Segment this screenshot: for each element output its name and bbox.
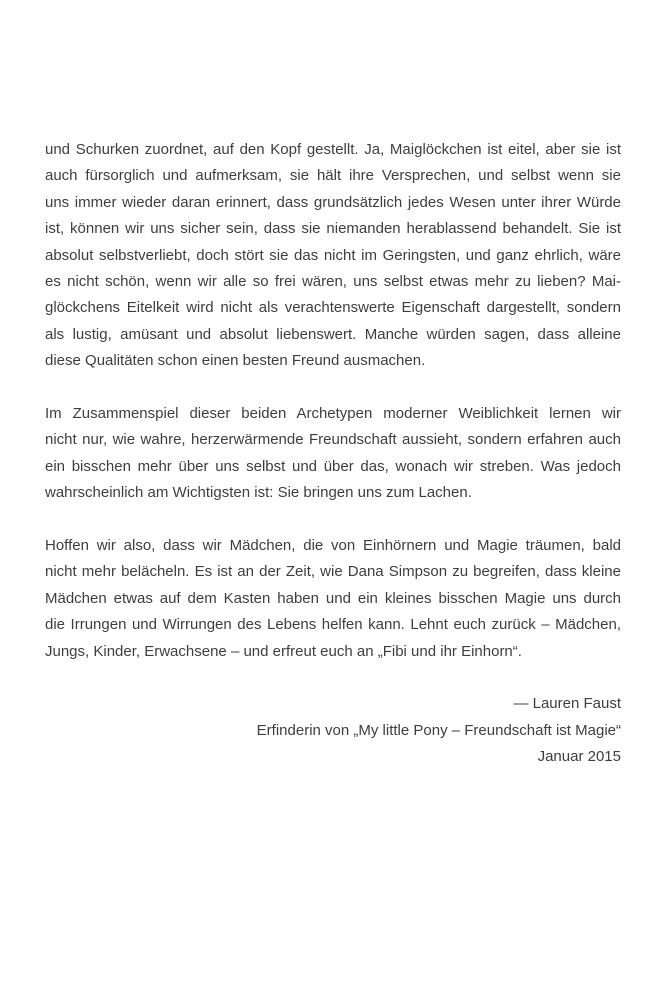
text-line: Hoffen wir also, dass wir Mädchen, die von Einhörnern und Magie träumen, bald (45, 537, 621, 555)
text-line: nicht mehr belächeln. Es ist an der Zeit, wie Dana Simpson zu begreifen, dass kleine (45, 563, 621, 581)
text-line: und Schurken zuordnet, auf den Kopf gestellt. Ja, Maiglöckchen ist eitel, aber sie ist (45, 141, 621, 158)
text-block (45, 137, 621, 771)
paragraph-3 (45, 533, 621, 665)
text-line: als lustig, amüsant und absolut liebenswert. Manche würden sagen, dass alleine (45, 325, 621, 343)
text-line: absolut selbstverliebt, doch stört sie das nicht im Geringsten, und ganz ehrlich, wäre (45, 246, 621, 264)
text-line: ist, können wir uns sicher sein, dass sie niemanden herablassend behandelt. Sie ist (45, 220, 621, 238)
paragraph-2 (45, 401, 621, 507)
text-line: ein bisschen mehr über uns selbst und über das, wonach wir streben. Was jedoch (45, 457, 621, 475)
paragraph-1 (45, 137, 621, 375)
signature-block (45, 691, 621, 770)
text-line: Mädchen etwas auf dem Kasten haben und ein kleines bisschen Magie uns durch (45, 589, 621, 607)
text-line: die Irrungen und Wirrungen des Lebens helfen kann. Lehnt euch zurück – Mädchen, (45, 616, 621, 634)
text-line: auch fürsorglich und aufmerksam, sie hält ihre Versprechen, und selbst wenn sie (45, 167, 621, 185)
text-line: nicht nur, wie wahre, herzerwärmende Freundschaft aussieht, sondern erfahren auch (45, 431, 621, 449)
text-line: Im Zusammenspiel dieser beiden Archetypen moderner Weiblichkeit lernen wir (45, 405, 621, 423)
text-line: uns immer wieder daran erinnert, dass grundsätzlich jedes Wesen unter ihrer Würde (45, 193, 621, 211)
signature-attribution: Erfinderin von „My little Pony – Freundschaft ist Magie“ (256, 721, 621, 739)
text-line: Jungs, Kinder, Erwachsene – und erfreut euch an „Fibi und ihr Einhorn“. (45, 642, 522, 660)
signature-date: Januar 2015 (537, 748, 621, 766)
text-line: wahrscheinlich am Wichtigsten ist: Sie bringen uns zum Lachen. (45, 484, 472, 502)
text-line: glöckchens Eitelkeit wird nicht als verachtenswerte Eigenschaft dargestellt, sondern (45, 299, 621, 317)
text-line: es nicht schön, wenn wir alle so frei wären, uns selbst etwas mehr zu lieben? Mai- (45, 273, 621, 291)
signature-author: — Lauren Faust (513, 695, 621, 713)
text-line: diese Qualitäten schon einen besten Freund ausmachen. (45, 352, 426, 370)
